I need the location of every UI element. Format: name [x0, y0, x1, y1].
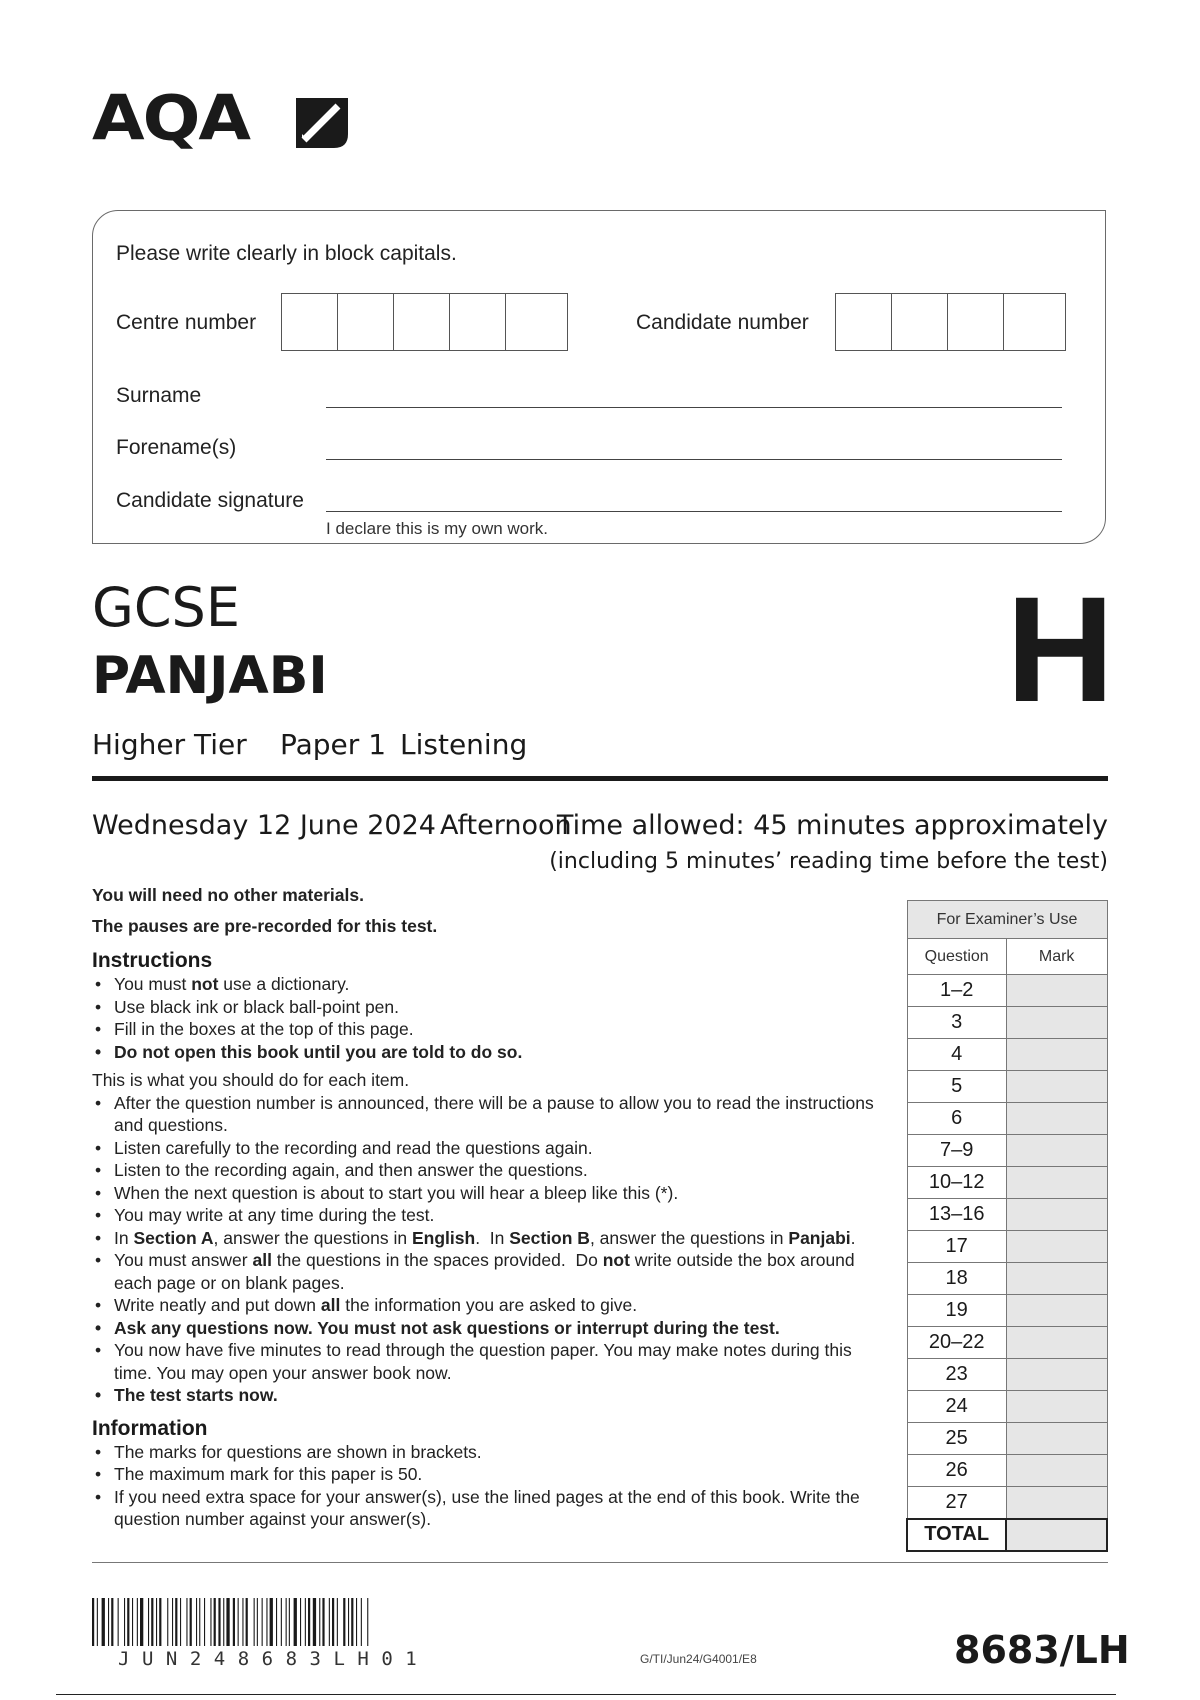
list-item: • The maximum mark for this paper is 50.	[92, 1463, 892, 1486]
mark-cell	[1006, 1295, 1107, 1327]
barcode-bar	[159, 1598, 161, 1646]
centre-digit-box[interactable]	[282, 294, 338, 350]
table-row	[907, 1327, 1107, 1359]
paper-code: 8683/LH	[954, 1628, 1130, 1672]
mark-cell	[1006, 1263, 1107, 1295]
barcode-bar	[313, 1598, 316, 1646]
table-row	[907, 1487, 1107, 1519]
candidate-digit-box[interactable]	[948, 294, 1004, 350]
table-row	[907, 1007, 1107, 1039]
table-row	[907, 1455, 1107, 1487]
question-number-cell: 25	[907, 1423, 1006, 1455]
question-number-cell: 17	[907, 1231, 1006, 1263]
barcode-bar	[286, 1598, 287, 1646]
time-allowed: Time allowed: 45 minutes approximately	[556, 810, 1108, 841]
list-item: • You now have five minutes to read through the question paper. You may make notes during this time. You may open your answer book now.	[92, 1339, 892, 1384]
question-number-cell: 1–2	[907, 975, 1006, 1007]
materials-note: You will need no other materials.	[92, 885, 364, 905]
mark-cell	[1006, 1455, 1107, 1487]
barcode-bar	[262, 1598, 263, 1646]
question-number-cell: 27	[907, 1487, 1006, 1519]
barcode-bar	[332, 1598, 334, 1646]
mark-cell	[1006, 1167, 1107, 1199]
question-number-cell: 18	[907, 1263, 1006, 1295]
table-row	[907, 1199, 1107, 1231]
barcode-bar	[281, 1598, 282, 1646]
question-column-header: Question	[907, 939, 1006, 975]
qualification-title: GCSE	[92, 576, 240, 639]
barcode-bar	[322, 1598, 324, 1646]
list-item: • Do not open this book until you are told to do so.	[92, 1041, 892, 1064]
item-instructions-list	[92, 1092, 892, 1407]
barcode-text: JUN248683LH01	[118, 1648, 430, 1670]
barcode-bar	[351, 1598, 353, 1646]
pauses-note: The pauses are pre-recorded for this test.	[92, 915, 438, 936]
list-item: • Listen carefully to the recording and read the questions again.	[92, 1137, 892, 1160]
barcode-bar	[270, 1598, 273, 1646]
barcode-bar	[127, 1598, 129, 1646]
candidate-digit-box[interactable]	[1004, 294, 1060, 350]
barcode-bar	[132, 1598, 133, 1646]
barcode-bar	[294, 1598, 297, 1646]
list-item: • The marks for questions are shown in brackets.	[92, 1441, 892, 1464]
title-rule	[92, 776, 1108, 781]
question-number-cell: 3	[907, 1007, 1006, 1039]
list-item: • When the next question is about to start you will hear a bleep like this (*).	[92, 1182, 892, 1205]
centre-digit-box[interactable]	[450, 294, 506, 350]
barcode-bar	[111, 1598, 113, 1646]
table-row	[907, 1039, 1107, 1071]
list-item: • After the question number is announced, there will be a pause to allow you to read the instructions and questions.	[92, 1092, 892, 1137]
table-row	[907, 1135, 1107, 1167]
table-row	[907, 975, 1107, 1007]
barcode-bar	[204, 1598, 205, 1646]
barcode-bar	[172, 1598, 173, 1646]
barcode-bar	[246, 1598, 248, 1646]
barcode-bar	[233, 1598, 235, 1646]
document-reference: G/TI/Jun24/G4001/E8	[640, 1652, 757, 1666]
exam-date: Wednesday 12 June 2024	[92, 810, 436, 841]
barcode	[92, 1598, 502, 1650]
question-number-cell: 20–22	[907, 1327, 1006, 1359]
list-item: • The test starts now.	[92, 1384, 892, 1407]
list-item: • You may write at any time during the test.	[92, 1204, 892, 1227]
barcode-bar	[238, 1598, 239, 1646]
information-list	[92, 1441, 892, 1531]
logo-text: AQA	[92, 82, 250, 156]
centre-digit-box[interactable]	[338, 294, 394, 350]
barcode-bar	[276, 1598, 277, 1646]
mark-cell	[1006, 1231, 1107, 1263]
barcode-bar	[175, 1598, 177, 1646]
question-number-cell: 19	[907, 1295, 1006, 1327]
question-number-cell: 24	[907, 1391, 1006, 1423]
question-number-cell: 13–16	[907, 1199, 1006, 1231]
signature-label: Candidate signature	[116, 489, 304, 512]
list-item: • You must answer all the questions in the spaces provided. Do not write outside the box around each page or on blank pages.	[92, 1249, 892, 1294]
general-instructions-list	[92, 973, 892, 1063]
barcode-bar	[140, 1598, 143, 1646]
table-row	[907, 1423, 1107, 1455]
barcode-bar	[266, 1598, 267, 1646]
examiners-use-title: For Examiner’s Use	[907, 901, 1107, 939]
table-row	[907, 1391, 1107, 1423]
question-number-cell: 23	[907, 1359, 1006, 1391]
mark-cell	[1006, 1423, 1107, 1455]
barcode-bar	[196, 1598, 197, 1646]
forename-label: Forename(s)	[116, 436, 237, 459]
barcode-bar	[118, 1598, 119, 1646]
barcode-bar	[190, 1598, 192, 1646]
barcode-bar	[210, 1598, 211, 1646]
mark-cell	[1006, 1391, 1107, 1423]
page-edge-line	[56, 1694, 1116, 1695]
list-item: • Listen to the recording again, and then answer the questions.	[92, 1159, 892, 1182]
barcode-bar	[186, 1598, 187, 1646]
question-number-cell: 26	[907, 1455, 1006, 1487]
candidate-digit-box[interactable]	[892, 294, 948, 350]
barcode-bar	[300, 1598, 301, 1646]
barcode-bar	[254, 1598, 255, 1646]
barcode-bar	[137, 1598, 138, 1646]
question-number-cell: 5	[907, 1071, 1006, 1103]
barcode-bar	[361, 1598, 362, 1646]
forename-field[interactable]	[326, 459, 1062, 460]
barcode-bar	[167, 1598, 168, 1646]
centre-number-boxes[interactable]	[281, 293, 568, 351]
barcode-bar	[180, 1598, 181, 1646]
question-number-cell: 6	[907, 1103, 1006, 1135]
exam-time-of-day: Afternoon	[440, 810, 572, 841]
declaration-text: I declare this is my own work.	[326, 519, 549, 538]
barcode-bar	[356, 1598, 357, 1646]
mark-cell	[1006, 1103, 1107, 1135]
barcode-bar	[289, 1598, 290, 1646]
barcode-bar	[151, 1598, 153, 1646]
list-item: • Write neatly and put down all the information you are asked to give.	[92, 1294, 892, 1317]
mark-cell	[1006, 1487, 1107, 1519]
list-item: • You must not use a dictionary.	[92, 973, 892, 996]
barcode-bar	[308, 1598, 310, 1646]
barcode-bar	[124, 1598, 125, 1646]
candidate-number-boxes[interactable]	[835, 293, 1066, 351]
table-row	[907, 1167, 1107, 1199]
mark-cell	[1006, 1007, 1107, 1039]
mark-cell	[1006, 975, 1107, 1007]
total-label: TOTAL	[907, 1519, 1006, 1551]
barcode-bar	[257, 1598, 258, 1646]
table-row	[907, 1071, 1107, 1103]
question-number-cell: 7–9	[907, 1135, 1006, 1167]
table-row	[907, 1295, 1107, 1327]
aqa-logo	[92, 82, 250, 156]
reading-time-note: (including 5 minutes’ reading time before the test)	[549, 849, 1108, 874]
mark-cell	[1006, 1199, 1107, 1231]
barcode-bar	[226, 1598, 229, 1646]
barcode-bar	[223, 1598, 224, 1646]
block-capitals-instruction: Please write clearly in block capitals.	[116, 242, 457, 265]
mark-cell	[1006, 1071, 1107, 1103]
question-number-cell: 4	[907, 1039, 1006, 1071]
mark-cell	[1006, 1039, 1107, 1071]
mark-cell	[1006, 1327, 1107, 1359]
candidate-number-label: Candidate number	[636, 311, 809, 334]
barcode-bar	[348, 1598, 349, 1646]
table-row	[907, 1263, 1107, 1295]
barcode-bar	[102, 1598, 105, 1646]
item-intro: This is what you should do for each item.	[92, 1070, 410, 1090]
tier-label: Higher Tier	[92, 728, 247, 761]
signature-field[interactable]	[326, 511, 1062, 512]
instructions-heading: Instructions	[92, 949, 213, 972]
tier-letter: H	[1006, 565, 1115, 733]
total-mark-cell	[1006, 1519, 1107, 1551]
aqa-leaf-icon	[290, 94, 350, 150]
paper-label: Paper 1	[280, 728, 387, 761]
list-item: • Ask any questions now. You must not ask questions or interrupt during the test.	[92, 1317, 892, 1340]
table-row	[907, 1231, 1107, 1263]
candidate-digit-box[interactable]	[836, 294, 892, 350]
centre-digit-box[interactable]	[506, 294, 562, 350]
barcode-bar	[218, 1598, 220, 1646]
barcode-bar	[343, 1598, 345, 1646]
mark-cell	[1006, 1359, 1107, 1391]
list-item: • In Section A, answer the questions in English. In Section B, answer the questions in Panjabi.	[92, 1227, 892, 1250]
surname-field[interactable]	[326, 407, 1062, 408]
barcode-bar	[92, 1598, 94, 1646]
instructions-column	[92, 884, 892, 1531]
information-heading: Information	[92, 1416, 208, 1440]
barcode-bar	[199, 1598, 200, 1646]
barcode-bar	[108, 1598, 109, 1646]
barcode-bar	[156, 1598, 157, 1646]
centre-number-label: Centre number	[116, 311, 257, 334]
barcode-bar	[305, 1598, 306, 1646]
list-item: • Use black ink or black ball-point pen.	[92, 996, 892, 1019]
barcode-bar	[367, 1598, 368, 1646]
component-label: Listening	[400, 728, 528, 761]
barcode-bar	[329, 1598, 330, 1646]
barcode-bar	[337, 1598, 338, 1646]
table-row	[907, 1359, 1107, 1391]
centre-digit-box[interactable]	[394, 294, 450, 350]
examiners-use-table	[906, 900, 1108, 1552]
barcode-bar	[214, 1598, 216, 1646]
question-number-cell: 10–12	[907, 1167, 1006, 1199]
mark-cell	[1006, 1135, 1107, 1167]
barcode-bar	[148, 1598, 149, 1646]
subject-title: PANJABI	[92, 646, 328, 706]
surname-label: Surname	[116, 384, 202, 407]
footer-rule	[92, 1562, 1108, 1563]
barcode-bar	[242, 1598, 243, 1646]
list-item: • If you need extra space for your answer(s), use the lined pages at the end of this book. Write the question number against your answer(s).	[92, 1486, 892, 1531]
barcode-bar	[97, 1598, 98, 1646]
mark-column-header: Mark	[1006, 939, 1107, 975]
table-row	[907, 1103, 1107, 1135]
barcode-bar	[319, 1598, 320, 1646]
list-item: • Fill in the boxes at the top of this page.	[92, 1018, 892, 1041]
